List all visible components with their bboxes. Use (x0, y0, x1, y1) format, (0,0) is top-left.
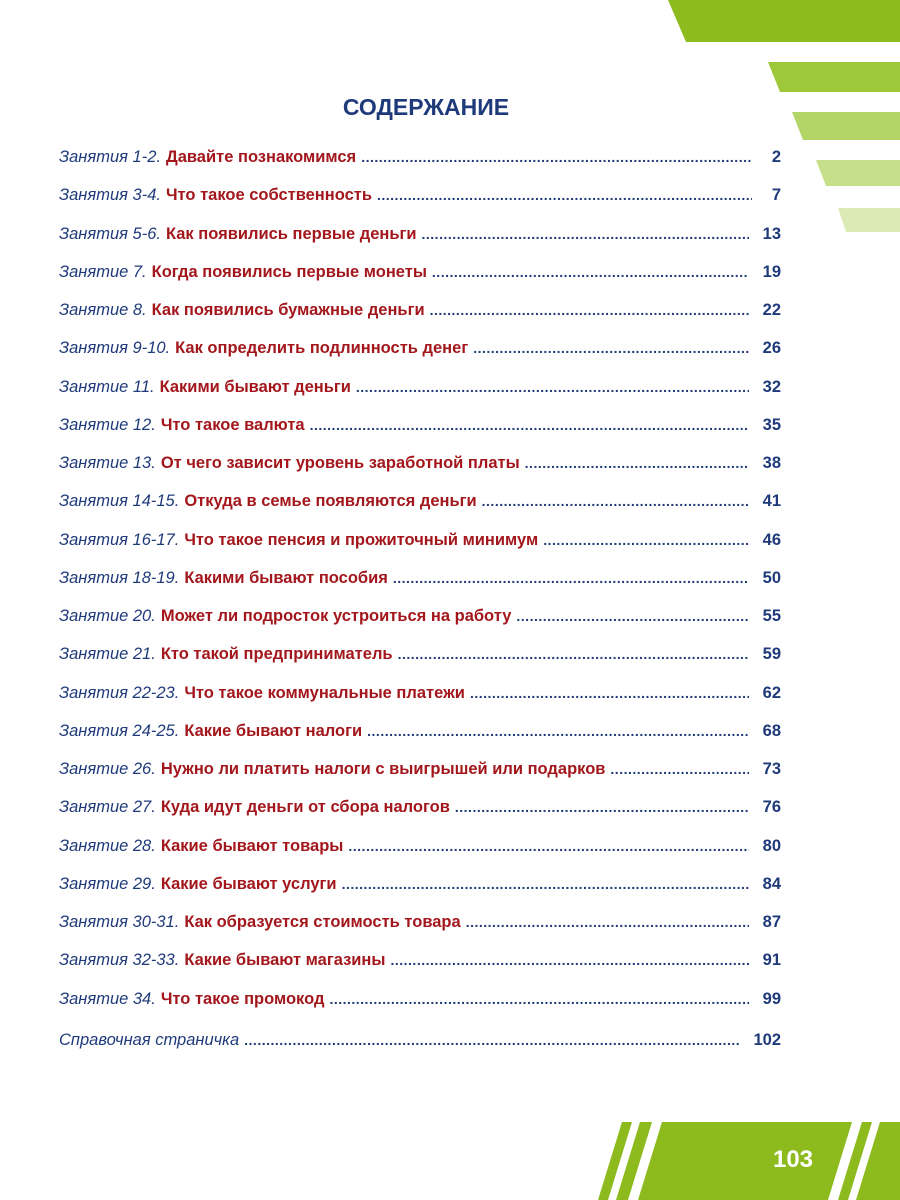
toc-lesson-label: Занятия 1-2. (59, 148, 161, 166)
page-number: 103 (772, 1146, 814, 1173)
toc-entry[interactable] (59, 452, 781, 474)
toc-lesson-label: Занятие 34. (59, 989, 156, 1008)
toc-dot-leader (422, 223, 749, 245)
toc-topic: Куда идут деньги от сбора налогов (160, 798, 450, 817)
toc-topic: Как появились бумажные деньги (151, 301, 425, 319)
top-stripe-2 (768, 62, 900, 92)
toc-dot-leader (356, 376, 749, 398)
toc-entry[interactable] (59, 720, 781, 742)
top-stripe-1 (668, 0, 900, 42)
toc-dot-leader (310, 414, 749, 436)
toc-entry[interactable] (59, 529, 781, 551)
toc-entry[interactable] (59, 490, 781, 512)
toc-lesson-label: Занятие 8. (59, 301, 147, 319)
toc-topic: Как определить подлинность денег (175, 339, 469, 358)
toc-lesson-label: Занятие 28. (59, 836, 156, 855)
toc-entry[interactable] (59, 299, 781, 321)
toc-topic: Когда появились первые монеты (151, 262, 427, 281)
toc-entry[interactable] (59, 949, 781, 971)
toc-lesson-label: Занятие 11. (59, 377, 155, 396)
toc-dot-leader (455, 796, 749, 818)
toc-page-number: 38 (762, 454, 781, 472)
toc-page-number: 102 (753, 1030, 781, 1049)
toc-topic: Какие бывают услуги (160, 874, 337, 893)
toc-entry[interactable] (59, 376, 781, 398)
toc-lesson-label: Занятие 21. (59, 645, 156, 664)
toc-page-number: 19 (762, 262, 781, 281)
toc-dot-leader (466, 911, 749, 933)
toc-page-number: 55 (762, 607, 781, 625)
toc-page-number: 35 (762, 415, 781, 434)
toc-entry[interactable] (59, 223, 781, 245)
toc-lesson-label: Занятия 3-4. (59, 186, 161, 205)
toc-lesson-label: Занятия 14-15. (59, 492, 180, 511)
toc-lesson-label: Занятия 9-10. (59, 339, 171, 358)
toc-topic: Какие бывают товары (160, 836, 344, 855)
toc-page-number: 26 (762, 339, 781, 358)
toc-page-number: 59 (762, 645, 781, 664)
toc-dot-leader (543, 529, 748, 551)
toc-page-number: 46 (762, 530, 781, 549)
page-title: СОДЕРЖАНИЕ (342, 94, 510, 120)
toc-dot-leader (329, 988, 748, 1010)
toc-dot-leader (473, 337, 748, 359)
toc-page-number: 91 (762, 951, 781, 970)
toc-page-number: 22 (762, 301, 781, 319)
toc-page-number: 50 (762, 568, 781, 587)
toc-dot-leader (244, 1029, 739, 1051)
toc-lesson-label: Занятие 7. (59, 262, 147, 281)
toc-page-number: 99 (762, 989, 781, 1008)
toc-entry[interactable] (59, 758, 781, 780)
toc-lesson-label: Занятия 18-19. (59, 568, 180, 587)
toc-lesson-label: Занятия 30-31. (59, 913, 180, 931)
toc-page-number: 41 (762, 492, 781, 511)
toc-page-number: 73 (762, 760, 781, 778)
toc-entry[interactable] (59, 1029, 781, 1051)
toc-lesson-label: Занятие 27. (59, 798, 156, 817)
toc-entry[interactable] (59, 911, 781, 933)
toc-topic: Что такое пенсия и прожиточный минимум (184, 530, 539, 549)
toc-topic: Как появились первые деньги (165, 224, 417, 243)
toc-topic: Откуда в семье появляются деньги (184, 492, 477, 511)
toc-entry[interactable] (59, 873, 781, 895)
toc-topic: Что такое валюта (160, 415, 305, 434)
toc-page-number: 13 (762, 224, 781, 243)
toc-lesson-label: Занятие 13. (59, 454, 156, 472)
toc-lesson-label: Занятие 12. (59, 415, 156, 434)
toc-page-number: 80 (762, 836, 781, 855)
toc-entry[interactable] (59, 605, 781, 627)
toc-dot-leader (470, 682, 749, 704)
toc-page-number: 7 (771, 186, 781, 205)
toc-entry[interactable] (59, 337, 781, 359)
toc-dot-leader (610, 758, 748, 780)
toc-topic: Что такое коммунальные платежи (184, 683, 465, 702)
toc-entry[interactable] (59, 184, 781, 206)
toc-page-number: 62 (762, 683, 781, 702)
toc-topic: Нужно ли платить налоги с выигрышей или подарков (160, 760, 606, 778)
toc-dot-leader (432, 261, 749, 283)
toc-topic: Может ли подросток устроиться на работу (160, 607, 512, 625)
toc-lesson-label: Занятие 29. (59, 874, 156, 893)
toc-topic: Какими бывают пособия (184, 568, 388, 587)
toc-dot-leader (525, 452, 749, 474)
toc-dot-leader (430, 299, 749, 321)
toc-entry[interactable] (59, 682, 781, 704)
toc-dot-leader (390, 949, 748, 971)
toc-dot-leader (342, 873, 749, 895)
toc-lesson-label: Занятие 20. (59, 607, 156, 625)
toc-entry[interactable] (59, 414, 781, 436)
toc-lesson-label: Занятия 24-25. (59, 721, 180, 740)
toc-page-number: 87 (762, 913, 781, 931)
toc-lesson-label: Занятия 22-23. (59, 683, 180, 702)
top-stripe-4 (816, 160, 900, 186)
toc-topic: Что такое собственность (165, 186, 372, 205)
toc-dot-leader (482, 490, 749, 512)
toc-topic: Что такое промокод (160, 989, 325, 1008)
toc-entry[interactable] (59, 567, 781, 589)
toc-dot-leader (516, 605, 748, 627)
toc-lesson-label: Занятие 26. (59, 760, 156, 778)
toc-lesson-label: Занятия 16-17. (59, 530, 180, 549)
toc-page-number: 76 (762, 798, 781, 817)
toc-page-number: 68 (762, 721, 781, 740)
toc-dot-leader (348, 835, 748, 857)
toc-dot-leader (361, 146, 752, 168)
toc-entry[interactable] (59, 261, 781, 283)
toc-topic: Какими бывают деньги (159, 377, 351, 396)
toc-dot-leader (398, 643, 749, 665)
toc-entry[interactable] (59, 835, 781, 857)
toc-lesson-label: Занятия 5-6. (59, 224, 161, 243)
toc-topic: Какие бывают налоги (184, 721, 363, 740)
toc-lesson-label: Справочная страничка (59, 1030, 240, 1049)
toc-entry[interactable] (59, 146, 781, 168)
toc-entry[interactable] (59, 643, 781, 665)
toc-entry[interactable] (59, 988, 781, 1010)
toc-topic: Кто такой предприниматель (160, 645, 393, 664)
toc-topic: Какие бывают магазины (184, 951, 386, 970)
toc-entry[interactable] (59, 796, 781, 818)
top-stripe-5 (838, 208, 900, 232)
toc-topic: Давайте познакомимся (165, 148, 357, 166)
toc-lesson-label: Занятия 32-33. (59, 951, 180, 970)
toc-topic: Как образуется стоимость товара (184, 913, 461, 931)
toc-page-number: 32 (762, 377, 781, 396)
toc-dot-leader (377, 184, 752, 206)
toc-dot-leader (367, 720, 748, 742)
toc-page-number: 2 (771, 148, 781, 166)
toc-page-number: 84 (762, 874, 781, 893)
toc-topic: От чего зависит уровень заработной платы (160, 454, 520, 472)
toc-dot-leader (393, 567, 749, 589)
